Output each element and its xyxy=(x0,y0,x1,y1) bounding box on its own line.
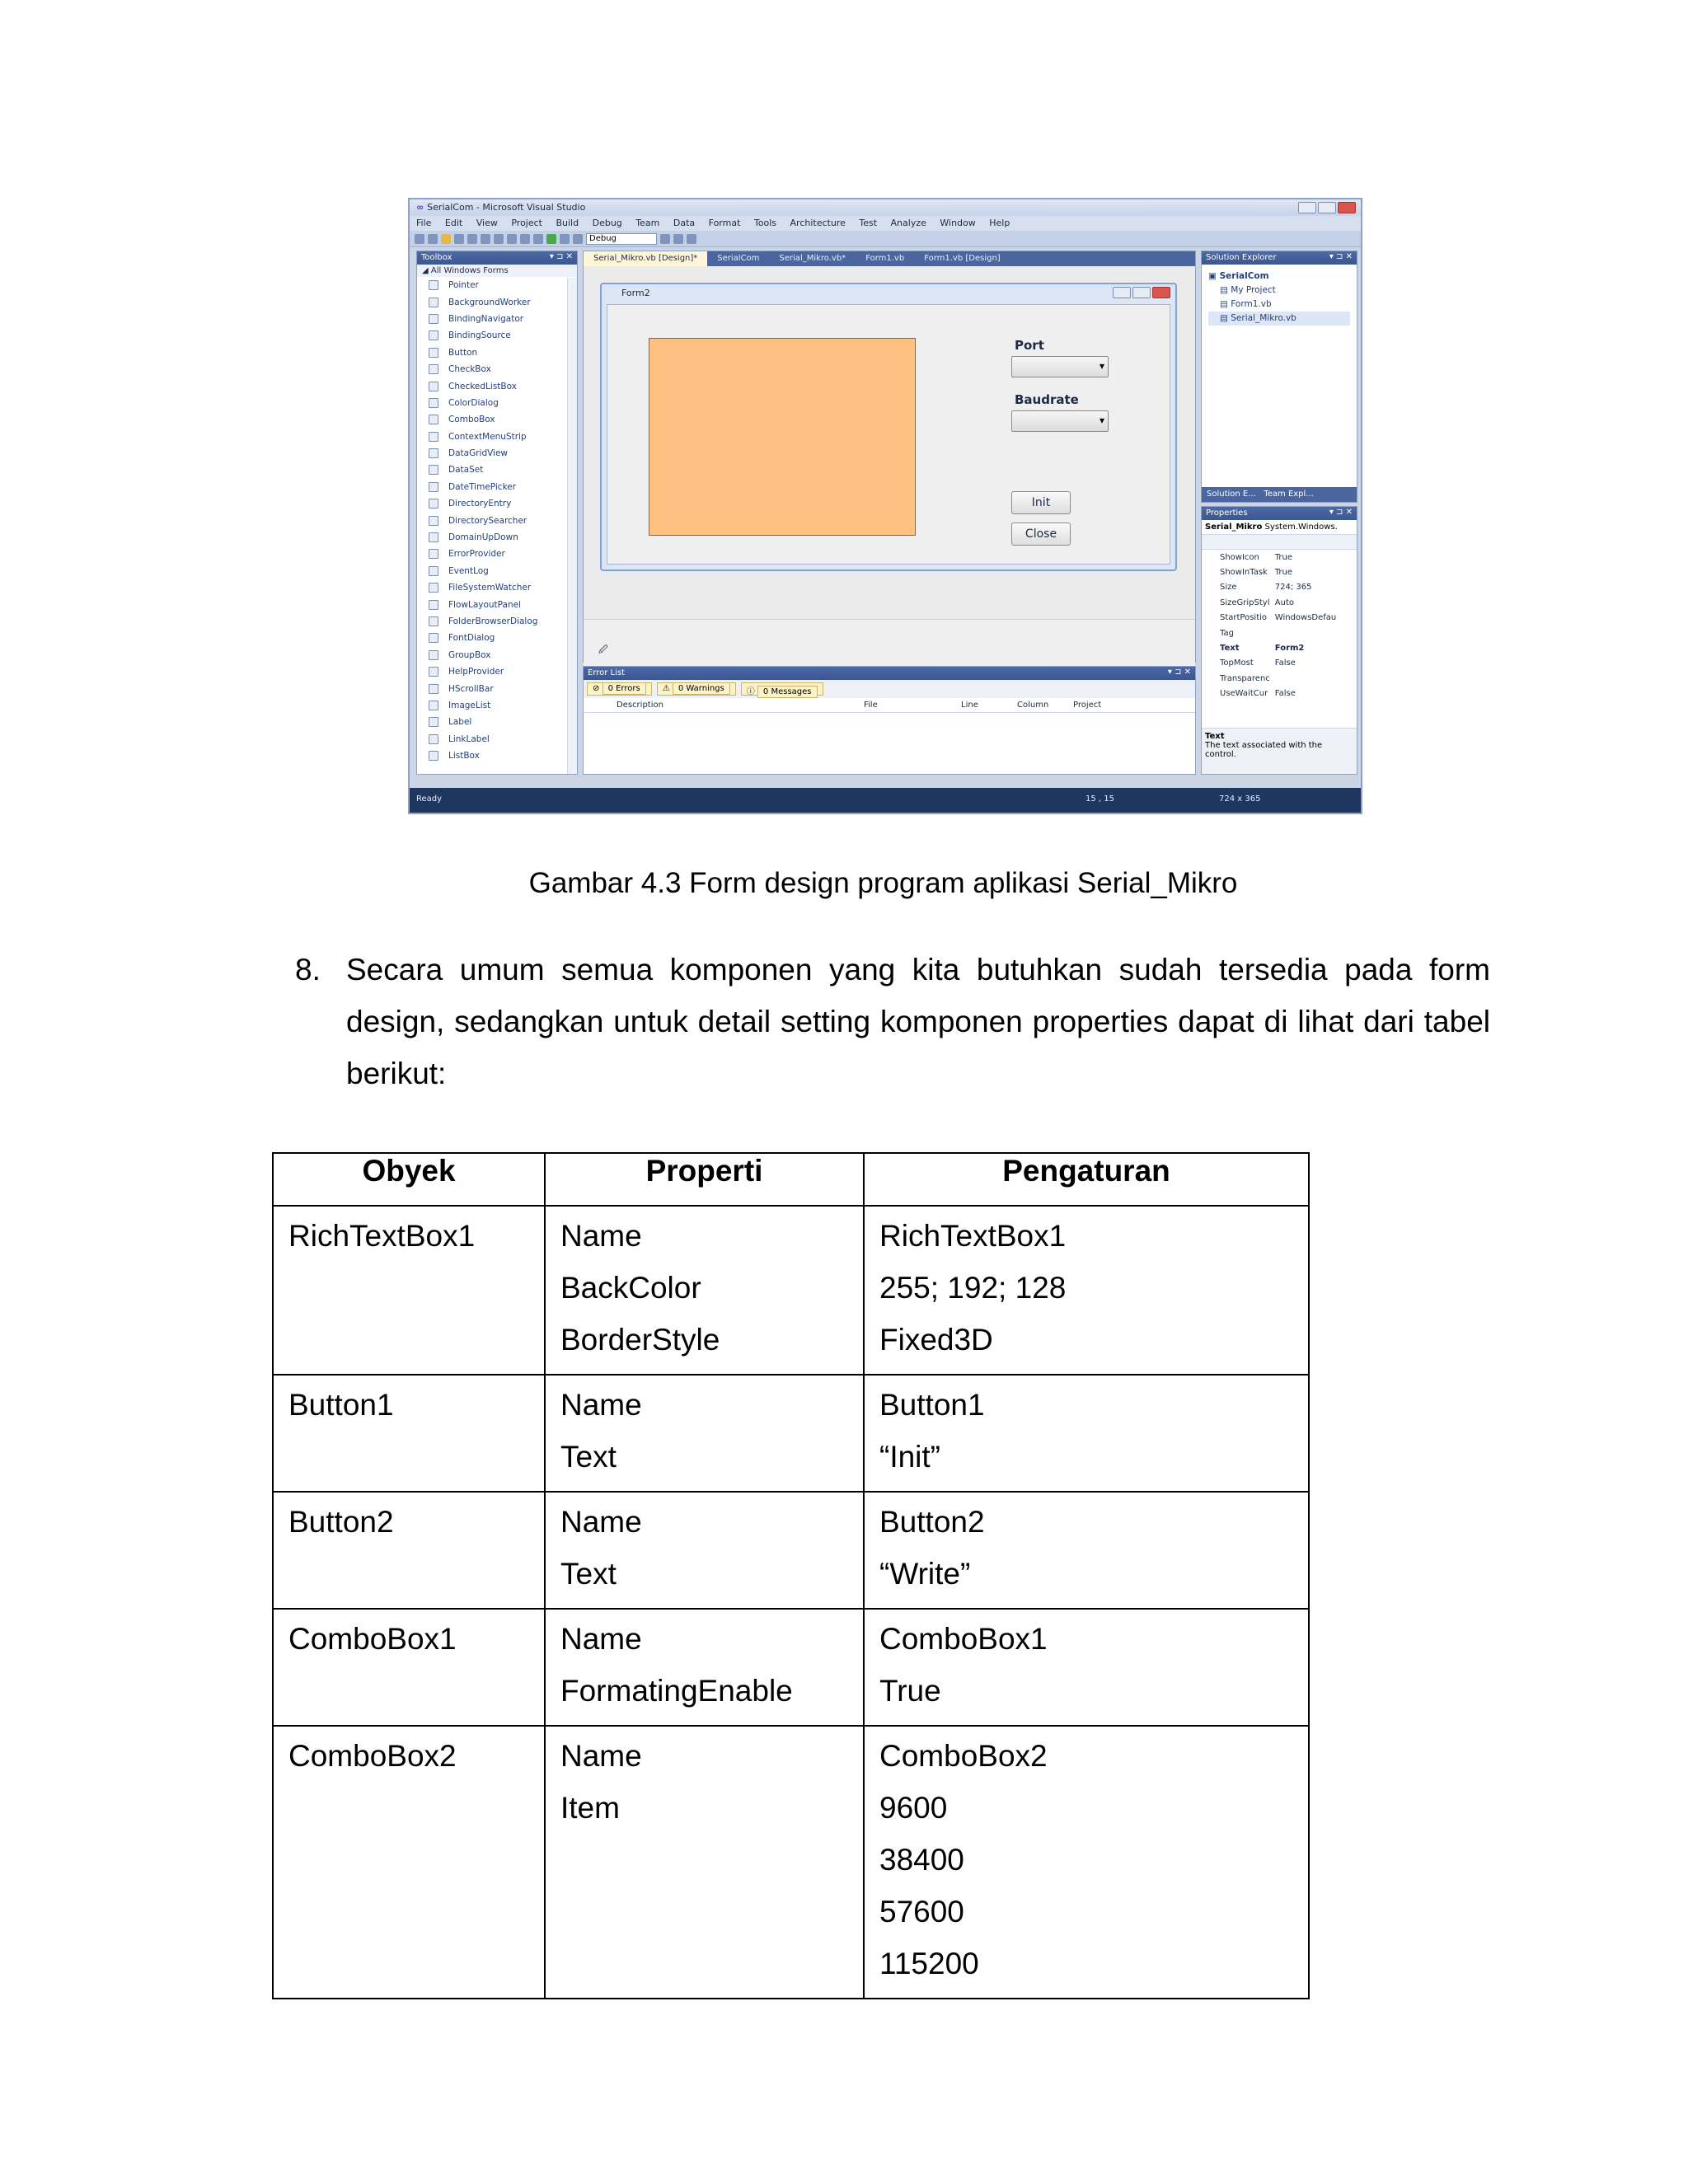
tab-form1-code[interactable]: Form1.vb xyxy=(865,254,905,263)
property-value[interactable] xyxy=(1273,671,1357,686)
cell-object xyxy=(273,1492,545,1609)
property-name: SizeGripStyl xyxy=(1220,598,1270,607)
property-value[interactable]: True xyxy=(1274,568,1293,578)
panel-pin-icon[interactable]: ▾ ⊐ ✕ xyxy=(549,252,573,261)
object-name: ComboBox1 xyxy=(288,1622,457,1656)
tab-team-explorer[interactable]: Team Expl... xyxy=(1264,490,1314,499)
standard-toolbar xyxy=(410,231,1361,247)
baudrate-label: Baudrate xyxy=(1015,392,1079,407)
menu-data[interactable]: Data xyxy=(673,218,696,228)
control-icon xyxy=(429,532,438,542)
cell-properties xyxy=(545,1492,864,1609)
tab-solution-explorer[interactable]: Solution E... xyxy=(1207,490,1256,499)
property-name: Name xyxy=(560,1505,642,1539)
properties-toolbar xyxy=(1202,535,1357,550)
richtextbox[interactable] xyxy=(649,338,916,536)
menu-file[interactable]: File xyxy=(416,218,432,228)
column-line[interactable]: Line xyxy=(961,701,978,710)
control-icon xyxy=(429,566,438,576)
table-row xyxy=(273,1206,1309,1375)
tab-serial-mikro-code[interactable]: Serial_Mikro.vb* xyxy=(779,254,846,263)
status-bar xyxy=(410,788,1361,813)
pause-icon[interactable] xyxy=(560,234,570,244)
property-name: Text xyxy=(1220,644,1240,654)
cell-values xyxy=(864,1609,1309,1726)
maximize-icon xyxy=(1132,287,1151,298)
status-text: Ready xyxy=(416,794,443,804)
object-name: Button2 xyxy=(288,1505,394,1539)
property-name: TopMost xyxy=(1220,658,1254,668)
baudrate-combobox[interactable] xyxy=(1011,410,1109,432)
save-all-icon[interactable] xyxy=(467,234,477,244)
property-name: ShowInTask xyxy=(1220,568,1268,578)
property-value[interactable]: False xyxy=(1274,689,1296,699)
property-value[interactable]: True xyxy=(1274,552,1293,562)
properties-icon[interactable] xyxy=(673,234,683,244)
property-row[interactable] xyxy=(1202,595,1357,610)
property-row[interactable] xyxy=(1202,626,1357,640)
object-name: ComboBox2 xyxy=(288,1739,457,1773)
window-title: SerialCom - Microsoft Visual Studio xyxy=(427,202,586,213)
menu-debug[interactable]: Debug xyxy=(592,218,622,228)
toolbox-item[interactable]: HScrollBar xyxy=(429,680,577,696)
toolbox-item[interactable]: FontDialog xyxy=(429,630,577,646)
toolbox-item[interactable]: DataGridView xyxy=(429,445,577,462)
add-item-icon[interactable] xyxy=(428,234,438,244)
cell-properties xyxy=(545,1375,864,1492)
properties-header: Properties ▾ ⊐ ✕ xyxy=(1202,507,1357,520)
window-controls xyxy=(1298,202,1356,213)
menu-format[interactable]: Format xyxy=(708,218,741,228)
tree-node-my-project[interactable]: ▤ My Project xyxy=(1220,285,1276,295)
solution-panel-tabs xyxy=(1202,487,1357,502)
property-value[interactable]: Auto xyxy=(1274,598,1294,607)
toolbox-item[interactable]: CheckedListBox xyxy=(429,377,577,394)
property-value: Button1 xyxy=(879,1388,985,1422)
panel-pin-icon[interactable]: ▾ ⊐ ✕ xyxy=(1167,668,1191,677)
button-control-icon xyxy=(429,348,438,358)
property-row[interactable] xyxy=(1202,580,1357,595)
cell-values xyxy=(864,1726,1309,1999)
label-control-icon xyxy=(429,717,438,727)
property-value: 115200 xyxy=(879,1947,979,1980)
control-icon xyxy=(429,415,438,424)
control-icon xyxy=(429,382,438,391)
toolbox-item[interactable]: FolderBrowserDialog xyxy=(429,613,577,630)
property-row[interactable] xyxy=(1202,565,1357,579)
menu-bar xyxy=(410,216,1361,231)
close-icon[interactable] xyxy=(1338,202,1356,213)
property-value: 38400 xyxy=(879,1843,964,1877)
solution-explorer-panel xyxy=(1201,251,1357,503)
tree-node-serial-mikro[interactable]: ▤ Serial_Mikro.vb xyxy=(1208,312,1350,326)
toolbox-item[interactable]: BindingSource xyxy=(429,327,577,344)
item-number: 8. xyxy=(295,953,321,987)
form-window-controls xyxy=(1113,287,1170,298)
toolbox-item[interactable]: ListBox xyxy=(429,748,577,764)
property-name: FormatingEnable xyxy=(560,1674,793,1708)
error-filter-bar xyxy=(584,680,1195,698)
toolbox-group[interactable]: ◢ All Windows Forms xyxy=(417,265,577,277)
property-name: Item xyxy=(560,1791,620,1825)
errors-filter-button[interactable]: ⊘ 0 Errors xyxy=(587,682,652,696)
column-description[interactable]: Description xyxy=(617,701,663,710)
cell-object xyxy=(273,1375,545,1492)
toolbox-item[interactable]: ContextMenuStrip xyxy=(429,429,577,445)
control-icon xyxy=(429,499,438,509)
property-value[interactable] xyxy=(1273,626,1357,640)
property-value[interactable]: False xyxy=(1274,658,1296,668)
designer-panel xyxy=(583,251,1196,663)
control-icon xyxy=(429,650,438,660)
close-icon xyxy=(1152,287,1170,298)
open-folder-icon[interactable] xyxy=(441,234,451,244)
form-preview[interactable] xyxy=(600,283,1177,571)
component-icon xyxy=(429,314,438,324)
property-row[interactable] xyxy=(1202,550,1357,565)
menu-team[interactable]: Team xyxy=(635,218,660,228)
cell-properties xyxy=(545,1206,864,1375)
menu-window[interactable]: Window xyxy=(940,218,976,228)
minimize-icon[interactable] xyxy=(1298,202,1316,213)
property-name: Transparenc xyxy=(1220,673,1270,683)
menu-build[interactable]: Build xyxy=(556,218,579,228)
paste-icon[interactable] xyxy=(507,234,517,244)
table-row xyxy=(273,1609,1309,1726)
property-value: 255; 192; 128 xyxy=(879,1271,1067,1305)
toolbox-scrollbar[interactable] xyxy=(567,278,577,774)
object-selector[interactable]: Serial_Mikro System.Windows. xyxy=(1202,520,1357,535)
property-value[interactable]: Form2 xyxy=(1274,644,1305,654)
property-name: ShowIcon xyxy=(1220,552,1259,562)
property-value: ComboBox2 xyxy=(879,1739,1048,1773)
error-list-panel xyxy=(583,666,1196,775)
toolbox-item[interactable]: LinkLabel xyxy=(429,731,577,748)
property-name: StartPositio xyxy=(1220,613,1268,623)
panel-pin-icon[interactable]: ▾ ⊐ ✕ xyxy=(1329,508,1353,517)
table-row xyxy=(273,1375,1309,1492)
property-value: ComboBox1 xyxy=(879,1622,1048,1656)
control-icon xyxy=(429,465,438,475)
property-value: 57600 xyxy=(879,1895,964,1929)
property-value: RichTextBox1 xyxy=(879,1219,1067,1253)
toolbox-item[interactable]: BackgroundWorker xyxy=(429,293,577,310)
cell-object xyxy=(273,1609,545,1726)
cell-values xyxy=(864,1492,1309,1609)
maximize-icon[interactable] xyxy=(1318,202,1336,213)
control-icon xyxy=(429,684,438,694)
error-list-header: Error List ▾ ⊐ ✕ xyxy=(584,667,1195,680)
property-value: True xyxy=(879,1674,941,1708)
column-project[interactable]: Project xyxy=(1073,701,1102,710)
design-canvas xyxy=(584,266,1195,662)
toolbox-item[interactable]: Pointer xyxy=(429,277,577,293)
control-icon xyxy=(429,398,438,408)
toolbox-item[interactable]: Button xyxy=(429,344,577,361)
copy-icon[interactable] xyxy=(494,234,504,244)
form-client-area xyxy=(607,304,1170,565)
toolbox-item[interactable]: DirectorySearcher xyxy=(429,512,577,528)
cut-icon[interactable] xyxy=(481,234,490,244)
error-list-columns xyxy=(584,698,1195,713)
checkbox-control-icon xyxy=(429,364,438,374)
component-icon xyxy=(429,298,438,307)
menu-test[interactable]: Test xyxy=(859,218,878,228)
property-value: “Init” xyxy=(879,1440,940,1474)
window-titlebar xyxy=(410,199,1361,216)
figure-caption: Gambar 4.3 Form design program aplikasi Serial_Mikro xyxy=(528,867,1238,899)
column-file[interactable]: File xyxy=(864,701,878,710)
property-name: BackColor xyxy=(560,1271,701,1305)
form-title: Form2 xyxy=(621,288,650,298)
toolbox-item[interactable]: ErrorProvider xyxy=(429,546,577,562)
tab-form1-design[interactable]: Form1.vb [Design] xyxy=(924,254,1001,263)
property-name: Text xyxy=(560,1557,617,1591)
toolbox-item[interactable]: EventLog xyxy=(429,563,577,579)
property-name: Size xyxy=(1220,583,1237,593)
vs-logo-icon: ∞ xyxy=(416,202,424,213)
control-icon xyxy=(429,667,438,677)
menu-analyze[interactable]: Analyze xyxy=(890,218,926,228)
messages-filter-button[interactable]: ⓘ 0 Messages xyxy=(741,682,823,696)
toolbox-item[interactable]: BindingNavigator xyxy=(429,311,577,327)
property-name: Name xyxy=(560,1739,642,1773)
header-obyek: Obyek xyxy=(273,1153,545,1206)
property-description: Text The text associated with the control. xyxy=(1202,728,1357,774)
cell-object xyxy=(273,1726,545,1999)
object-name: RichTextBox1 xyxy=(288,1219,476,1253)
toolbox-item[interactable]: HelpProvider xyxy=(429,663,577,680)
property-row[interactable] xyxy=(1202,611,1357,626)
property-settings-table xyxy=(272,1152,1310,1999)
control-icon xyxy=(429,616,438,626)
control-icon xyxy=(429,633,438,643)
visual-studio-screenshot xyxy=(408,198,1362,814)
control-icon xyxy=(429,448,438,458)
panel-pin-icon[interactable]: ▾ ⊐ ✕ xyxy=(1329,252,1353,261)
menu-architecture[interactable]: Architecture xyxy=(790,218,846,228)
solution-explorer-header: Solution Explorer ▾ ⊐ ✕ xyxy=(1202,251,1357,265)
close-button[interactable]: Close xyxy=(1011,523,1071,546)
minimize-icon xyxy=(1113,287,1131,298)
property-value: Button2 xyxy=(879,1505,985,1539)
stop-icon[interactable] xyxy=(573,234,583,244)
toolbox-item[interactable]: DirectoryEntry xyxy=(429,495,577,512)
toolbox-item[interactable]: GroupBox xyxy=(429,647,577,663)
cursor-position: 15 , 15 xyxy=(1085,794,1114,804)
tree-node-form1[interactable]: ▤ Form1.vb xyxy=(1220,299,1272,309)
save-icon[interactable] xyxy=(454,234,464,244)
control-icon xyxy=(429,600,438,610)
find-icon[interactable] xyxy=(660,234,670,244)
tab-serial-mikro-design[interactable]: Serial_Mikro.vb [Design]* xyxy=(584,251,707,266)
pointer-icon xyxy=(429,280,438,290)
object-name: Button1 xyxy=(288,1388,394,1422)
table-row xyxy=(273,1492,1309,1609)
toolbox-item[interactable]: DateTimePicker xyxy=(429,479,577,495)
toolbox-item[interactable]: FileSystemWatcher xyxy=(429,579,577,596)
redo-icon[interactable] xyxy=(533,234,543,244)
property-value[interactable]: WindowsDefau xyxy=(1274,613,1337,623)
port-combobox[interactable] xyxy=(1011,356,1109,377)
init-button[interactable]: Init xyxy=(1011,491,1071,514)
header-properti: Properti xyxy=(545,1153,864,1206)
property-value: Fixed3D xyxy=(879,1323,993,1357)
properties-panel xyxy=(1201,506,1357,775)
serialport-component[interactable]: 🖉 xyxy=(598,644,608,655)
property-row[interactable] xyxy=(1202,671,1357,686)
menu-view[interactable]: View xyxy=(476,218,498,228)
tab-serialcom[interactable]: SerialCom xyxy=(717,254,760,263)
tree-node-solution[interactable]: ▣ SerialCom xyxy=(1208,271,1269,281)
undo-icon[interactable] xyxy=(520,234,530,244)
property-name: Name xyxy=(560,1219,642,1253)
table-row xyxy=(273,1726,1309,1999)
control-icon xyxy=(429,701,438,710)
toolbox-item[interactable]: ColorDialog xyxy=(429,395,577,411)
toolbox-item[interactable]: FlowLayoutPanel xyxy=(429,596,577,612)
column-column[interactable]: Column xyxy=(1017,701,1049,710)
control-icon xyxy=(429,549,438,559)
toolbox-item[interactable]: DomainUpDown xyxy=(429,529,577,546)
label-control-icon xyxy=(429,734,438,744)
toolbox-item[interactable]: ComboBox xyxy=(429,411,577,428)
control-size: 724 x 365 xyxy=(1219,794,1261,804)
table-header-row xyxy=(273,1153,1309,1206)
item-text: Secara umum semua komponen yang kita butuhkan sudah tersedia pada form design, sedangkan untuk detail setting komponen properties dapat di lihat dari tabel berikut: xyxy=(346,953,1490,1090)
component-icon xyxy=(429,330,438,340)
menu-tools[interactable]: Tools xyxy=(753,218,777,228)
start-debug-icon[interactable] xyxy=(546,234,556,244)
property-grid xyxy=(1202,550,1357,701)
property-name: UseWaitCur xyxy=(1220,689,1268,699)
toolbox-icon[interactable] xyxy=(687,234,696,244)
editor-tabs xyxy=(584,251,1195,266)
control-icon xyxy=(429,482,438,492)
property-value: 9600 xyxy=(879,1791,948,1825)
menu-help[interactable]: Help xyxy=(989,218,1010,228)
solution-config-select[interactable]: Debug xyxy=(586,233,657,245)
port-label: Port xyxy=(1015,338,1044,353)
property-name: Name xyxy=(560,1622,642,1656)
menu-edit[interactable]: Edit xyxy=(444,218,463,228)
toolbox-item[interactable]: CheckBox xyxy=(429,361,577,377)
cell-values xyxy=(864,1375,1309,1492)
toolbox-panel xyxy=(416,251,578,775)
property-row[interactable] xyxy=(1202,687,1357,701)
property-row[interactable] xyxy=(1202,640,1357,655)
numbered-item xyxy=(295,944,1490,1099)
menu-project[interactable]: Project xyxy=(511,218,542,228)
property-name: Tag xyxy=(1220,628,1234,638)
toolbox-item[interactable]: Label xyxy=(429,714,577,730)
header-pengaturan: Pengaturan xyxy=(864,1153,1309,1206)
toolbox-list xyxy=(417,277,577,764)
control-icon xyxy=(429,751,438,761)
toolbox-item[interactable]: ImageList xyxy=(429,697,577,714)
toolbox-header: Toolbox ▾ ⊐ ✕ xyxy=(417,251,577,265)
solution-tree xyxy=(1202,265,1357,330)
property-name: BorderStyle xyxy=(560,1323,720,1357)
property-row[interactable] xyxy=(1202,656,1357,671)
property-value: “Write” xyxy=(879,1557,971,1591)
cell-properties xyxy=(545,1726,864,1999)
property-name: Text xyxy=(560,1440,617,1474)
toolbox-item[interactable]: DataSet xyxy=(429,462,577,478)
control-icon xyxy=(429,432,438,442)
new-project-icon[interactable] xyxy=(415,234,424,244)
cell-object xyxy=(273,1206,545,1375)
warnings-filter-button[interactable]: ⚠ 0 Warnings xyxy=(657,682,736,696)
cell-values xyxy=(864,1206,1309,1375)
property-value[interactable]: 724; 365 xyxy=(1274,583,1312,593)
control-icon xyxy=(429,516,438,526)
property-name: Name xyxy=(560,1388,642,1422)
cell-properties xyxy=(545,1609,864,1726)
control-icon xyxy=(429,583,438,593)
